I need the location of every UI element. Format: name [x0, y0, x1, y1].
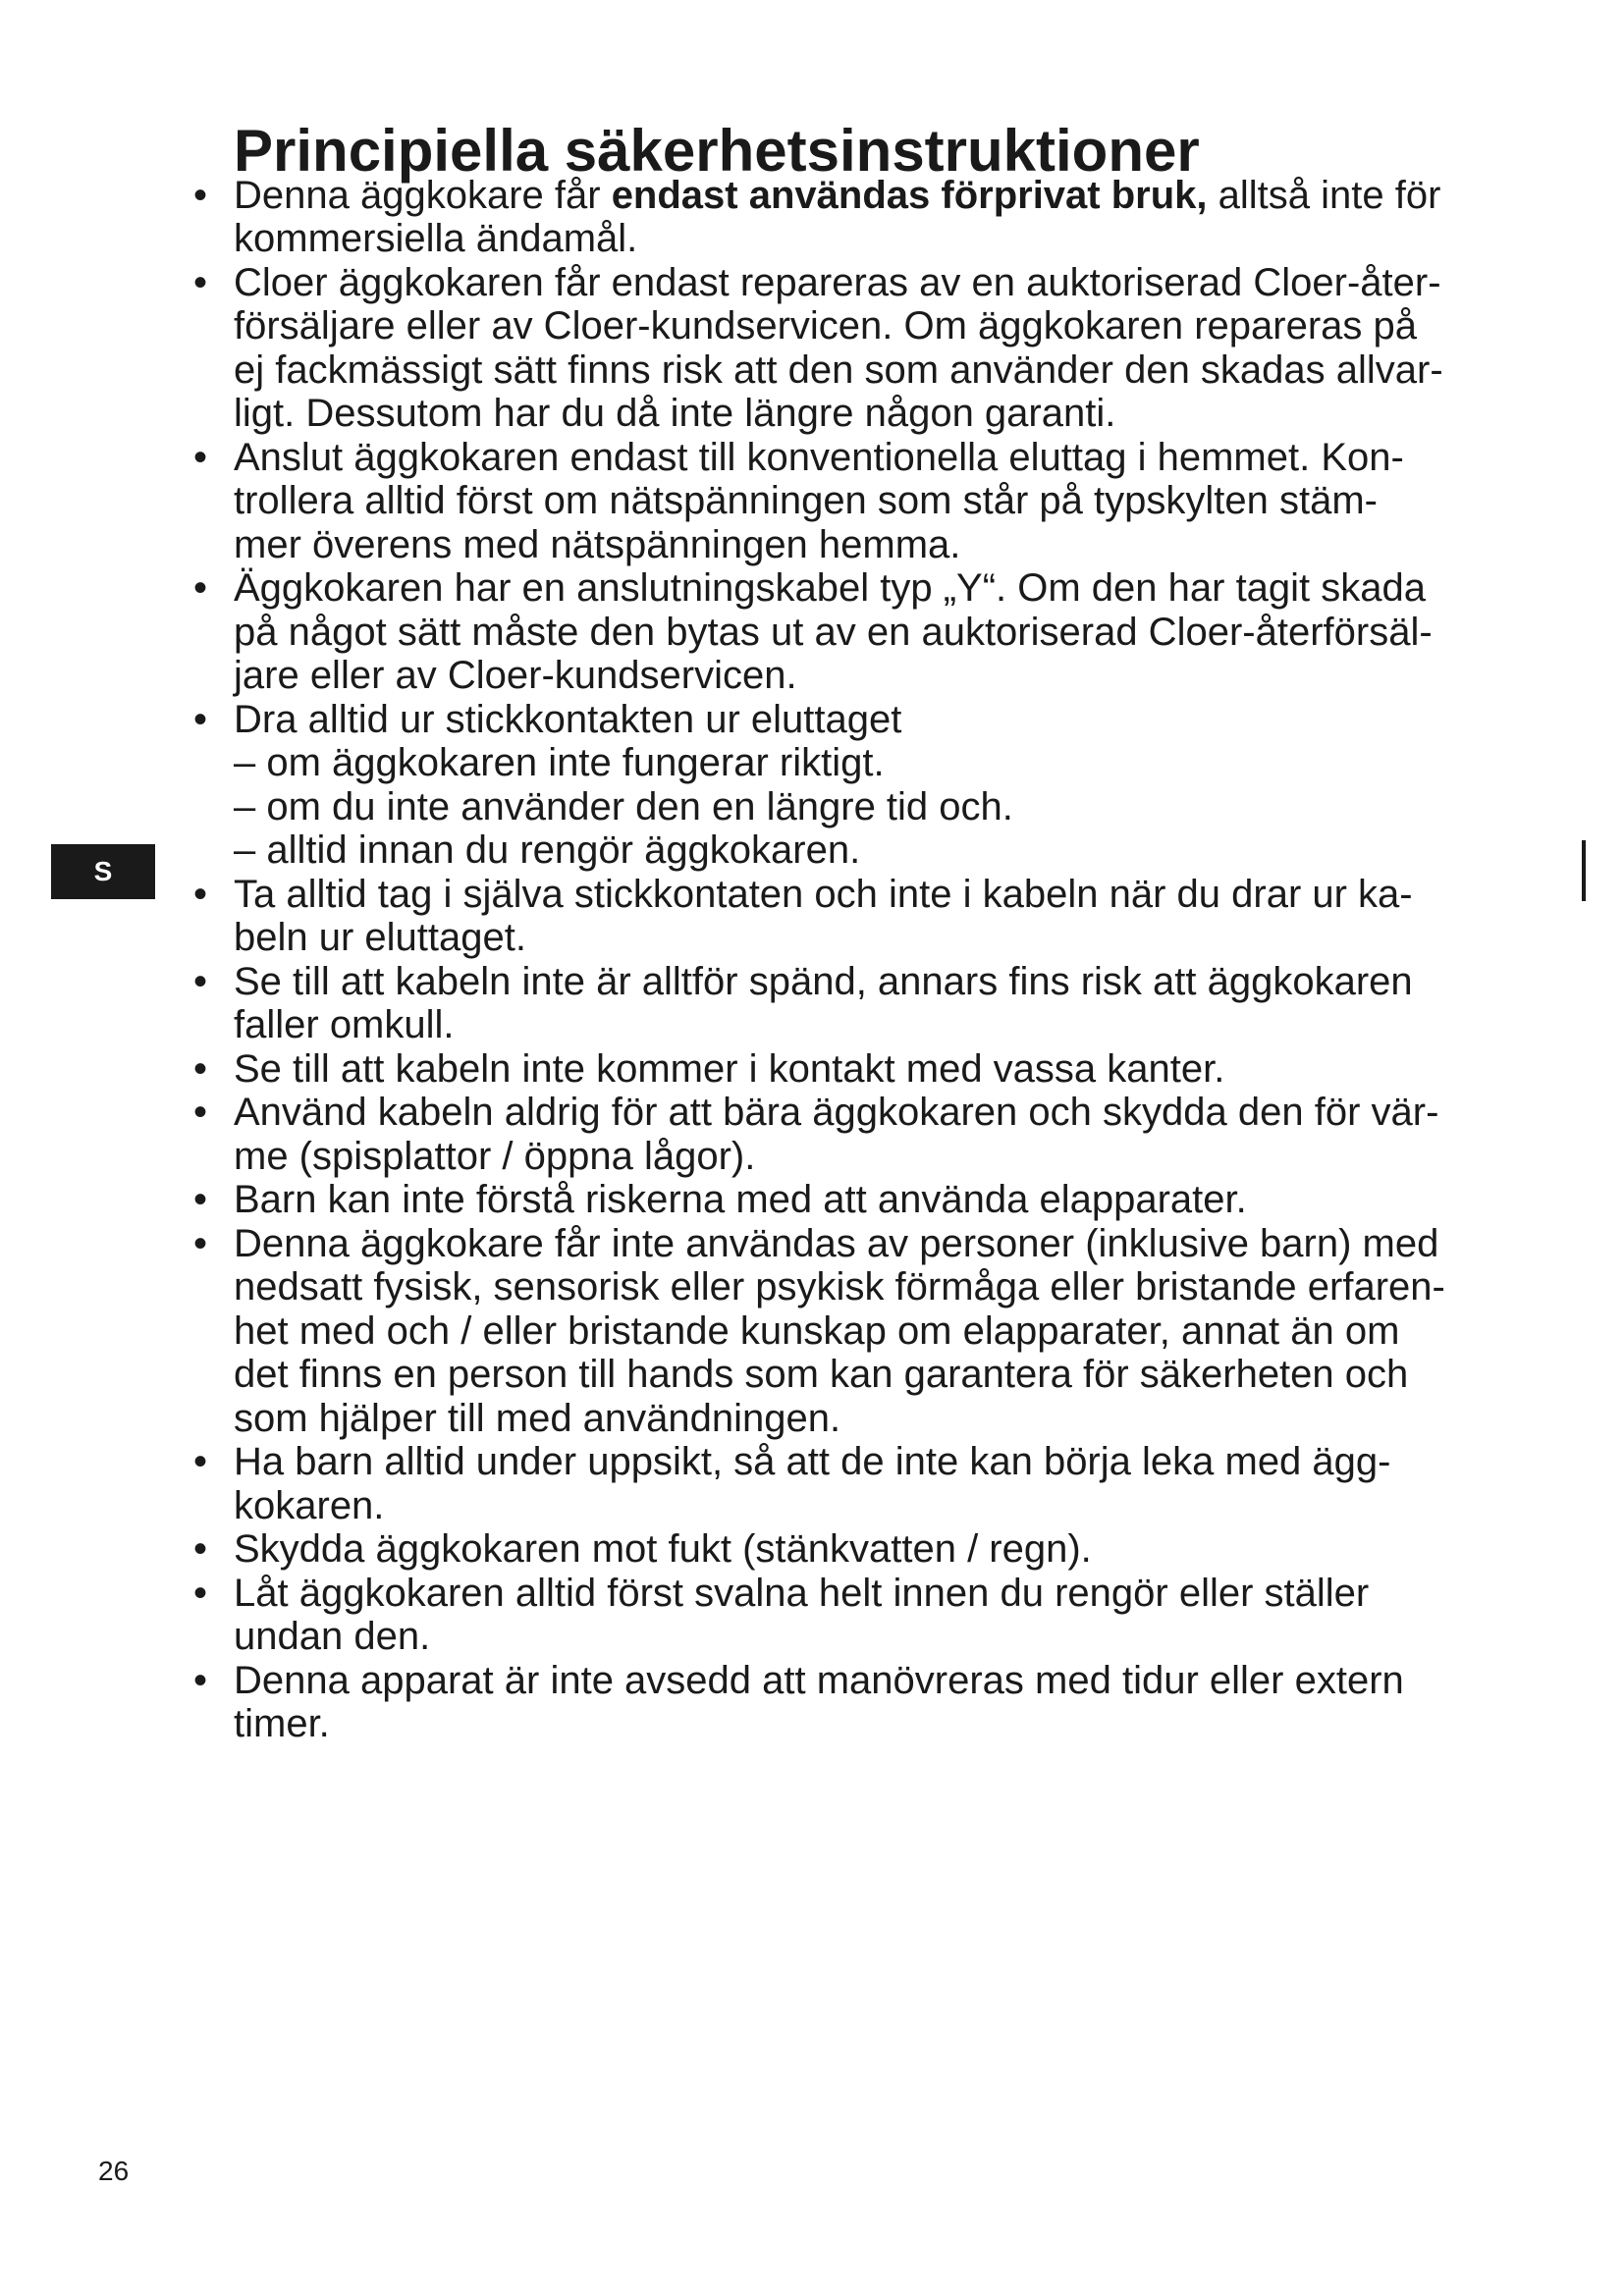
bullet-icon: • [192, 173, 207, 217]
list-item-line [234, 741, 1569, 785]
list-item-line [234, 1003, 1569, 1047]
list-item-line [234, 785, 1569, 829]
list-item-line [234, 654, 1569, 698]
text-segment: – om du inte använder den en längre tid och. [234, 784, 1013, 828]
list-item [192, 1221, 1569, 1441]
text-segment: försäljare eller av Cloer-kundservicen. Om äggkokaren repareras på [234, 304, 1417, 347]
text-segment: – alltid innan du rengör äggkokaren. [234, 828, 861, 872]
text-segment: Ta alltid tag i själva stickkontaten och inte i kabeln när du drar ur ka- [234, 872, 1413, 916]
list-item [192, 1527, 1569, 1572]
list-item [192, 959, 1569, 1047]
list-item-line [234, 348, 1569, 393]
bullet-icon: • [192, 1091, 207, 1134]
list-item-line [234, 1265, 1569, 1309]
bullet-icon: • [192, 1658, 207, 1702]
list-item [192, 435, 1569, 567]
list-item-line [234, 698, 1569, 742]
list-item-line [234, 960, 1569, 1004]
list-item-line [234, 1527, 1569, 1572]
text-segment: på något sätt måste den bytas ut av en auktoriserad Cloer-återförsäl- [234, 610, 1433, 654]
list-item [192, 1571, 1569, 1659]
section-heading: Principiella säkerhetsinstruktioner [234, 118, 1200, 184]
text-segment: Ha barn alltid under uppsikt, så att de inte kan börja leka med ägg- [234, 1440, 1391, 1483]
list-item-line [234, 174, 1569, 218]
text-segment: Dra alltid ur stickkontakten ur eluttaget [234, 697, 902, 741]
text-segment: Barn kan inte förstå riskerna med att använda elapparater. [234, 1178, 1247, 1221]
list-item [192, 1178, 1569, 1222]
list-item [192, 173, 1569, 261]
safety-section [192, 118, 1569, 1746]
language-tab [51, 844, 155, 899]
list-item [192, 566, 1569, 698]
text-segment: undan den. [234, 1615, 431, 1658]
text-segment: alltså inte för [1207, 173, 1441, 217]
text-segment: nedsatt fysisk, sensorisk eller psykisk förmåga eller bristande erfaren- [234, 1265, 1445, 1308]
text-segment: Denna äggkokare får [234, 173, 612, 217]
list-item-line [234, 523, 1569, 567]
text-segment: det finns en person till hands som kan garantera för säkerheten och [234, 1353, 1409, 1396]
bullet-icon: • [192, 1178, 207, 1221]
list-item-line [234, 1309, 1569, 1354]
list-item-line [234, 1091, 1569, 1135]
list-item [192, 1658, 1569, 1746]
list-item-line [234, 916, 1569, 960]
text-segment: Låt äggkokaren alltid först svalna helt innen du rengör eller ställer [234, 1571, 1370, 1615]
text-segment: me (spisplattor / öppna lågor). [234, 1134, 756, 1178]
list-item-line [234, 611, 1569, 655]
bullet-icon: • [192, 697, 207, 741]
text-segment: jare eller av Cloer-kundservicen. [234, 654, 797, 697]
emphasis-text: endast användas förprivat bruk, [611, 173, 1208, 217]
text-segment: ej fackmässigt sätt finns risk att den som använder den skadas allvar- [234, 347, 1443, 392]
list-item-line [234, 828, 1569, 873]
list-item-line [234, 261, 1569, 305]
list-item-line [234, 1702, 1569, 1746]
list-item-line [234, 479, 1569, 523]
text-segment: trollera alltid först om nätspänningen som står på typskylten stäm- [234, 479, 1378, 522]
language-tab-label: S [93, 856, 113, 886]
list-item-line [234, 873, 1569, 917]
list-item-line [234, 1572, 1569, 1616]
text-segment: Denna äggkokare får inte användas av personer (inklusive barn) med [234, 1221, 1439, 1265]
list-item [192, 1091, 1569, 1178]
bullet-icon: • [192, 260, 207, 304]
text-segment: Skydda äggkokaren mot fukt (stänkvatten / regn). [234, 1527, 1092, 1571]
text-segment: ligt. Dessutom har du då inte längre någon garanti. [234, 392, 1116, 435]
list-item-line [234, 1615, 1569, 1659]
margin-rule [1582, 840, 1586, 901]
list-item [192, 1440, 1569, 1527]
bullet-icon: • [192, 1046, 207, 1091]
text-segment: Se till att kabeln inte är alltför spänd, annars fins risk att äggkokaren [234, 959, 1413, 1003]
text-segment: – om äggkokaren inte fungerar riktigt. [234, 741, 885, 784]
text-segment: het med och / eller bristande kunskap om elapparater, annat än om [234, 1308, 1400, 1353]
text-segment: Se till att kabeln inte kommer i kontakt med vassa kanter. [234, 1046, 1225, 1091]
bullet-icon: • [192, 1527, 207, 1571]
text-segment: Cloer äggkokaren får endast repareras av en auktoriserad Cloer-åter- [234, 260, 1441, 304]
list-item [192, 260, 1569, 436]
list-item-line [234, 392, 1569, 436]
text-segment: kommersiella ändamål. [234, 217, 638, 260]
list-item-line [234, 1484, 1569, 1528]
list-item [192, 1046, 1569, 1092]
text-segment: mer överens med nätspänningen hemma. [234, 522, 961, 566]
list-item-line [234, 1178, 1569, 1222]
list-item-line [234, 1440, 1569, 1484]
list-item-line [234, 1047, 1569, 1092]
bullet-icon: • [192, 872, 207, 916]
text-segment: Använd kabeln aldrig för att bära äggkokaren och skydda den för vär- [234, 1091, 1439, 1134]
list-item-line [234, 1397, 1569, 1441]
list-item-line [234, 217, 1569, 261]
list-item-line [234, 304, 1569, 348]
bullet-icon: • [192, 1571, 207, 1615]
text-segment: kokaren. [234, 1483, 385, 1527]
list-item-line [234, 436, 1569, 480]
text-segment: Äggkokaren har en anslutningskabel typ „Y“. Om den har tagit skada [234, 566, 1427, 610]
page-number: 26 [98, 2156, 130, 2186]
list-item-line [234, 1659, 1569, 1703]
list-item-line [234, 1135, 1569, 1179]
text-segment: som hjälper till med användningen. [234, 1396, 841, 1440]
list-item-line [234, 1222, 1569, 1266]
list-item [192, 697, 1569, 873]
bullet-icon: • [192, 566, 207, 610]
text-segment: Denna apparat är inte avsedd att manövreras med tidur eller extern [234, 1658, 1404, 1702]
list-item [192, 872, 1569, 960]
list-item-line [234, 1353, 1569, 1397]
bullet-icon: • [192, 959, 207, 1003]
text-segment: timer. [234, 1702, 330, 1745]
text-segment: Anslut äggkokaren endast till konventionella eluttag i hemmet. Kon- [234, 435, 1404, 479]
bullet-icon: • [192, 435, 207, 479]
bullet-icon: • [192, 1440, 207, 1483]
text-segment: faller omkull. [234, 1003, 455, 1046]
safety-instruction-list [192, 173, 1569, 1746]
list-item-line [234, 566, 1569, 611]
text-segment: beln ur eluttaget. [234, 916, 526, 959]
bullet-icon: • [192, 1221, 207, 1265]
